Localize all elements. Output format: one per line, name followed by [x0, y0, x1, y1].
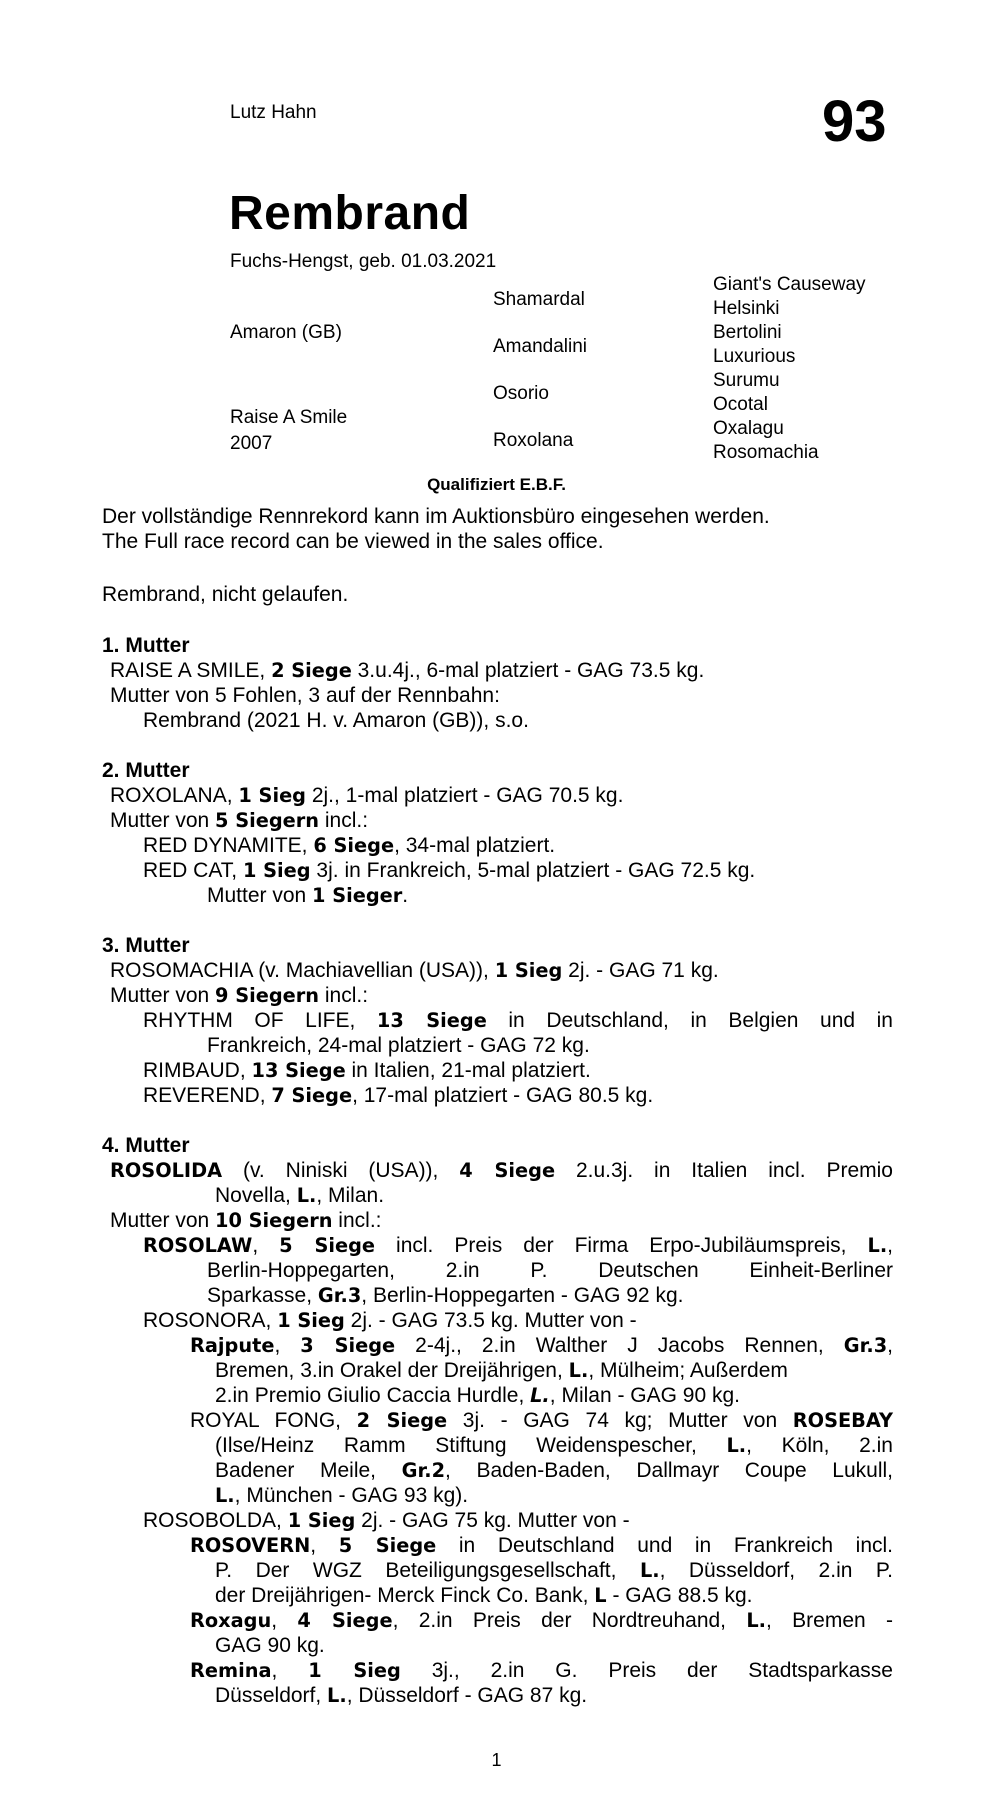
- text: - GAG 88.5 kg.: [606, 1584, 753, 1607]
- pedigree-text-line: [110, 684, 500, 708]
- bold-text: L.: [530, 1384, 550, 1407]
- text: ROSONORA,: [143, 1309, 278, 1332]
- pedigree-text-line: [215, 1434, 893, 1458]
- pedigree-text-line: [143, 1059, 591, 1083]
- bold-text: L.: [568, 1359, 589, 1382]
- text: , Düsseldorf - GAG 87 kg.: [346, 1684, 588, 1707]
- text: ,: [271, 1659, 309, 1682]
- text: RIMBAUD,: [143, 1059, 252, 1082]
- text: , 17-mal platziert - GAG 80.5 kg.: [352, 1084, 654, 1107]
- horse-description: Fuchs-Hengst, geb. 01.03.2021: [230, 251, 497, 272]
- pedigree-great-grandsire: Ocotal: [713, 394, 768, 415]
- pedigree-text-line: [143, 1084, 653, 1108]
- bold-text: L.: [639, 1559, 660, 1582]
- text: 2.in Premio Giulio Caccia Hurdle,: [215, 1384, 531, 1407]
- bold-text: L.: [296, 1184, 317, 1207]
- text: Bremen, 3.in Orakel der Dreijährigen,: [215, 1359, 569, 1382]
- text: incl.:: [332, 1209, 382, 1232]
- text: , 34-mal platziert.: [394, 834, 556, 857]
- text: der Dreijährigen- Merck Finck Co. Bank,: [215, 1584, 595, 1607]
- text: ,: [274, 1334, 301, 1357]
- bold-text: 4 Siege: [297, 1609, 393, 1632]
- text: Berlin-Hoppegarten, 2.in P. Deutschen Einheit-Berliner: [207, 1259, 893, 1282]
- text: 2.u.3j. in Italien incl. Premio: [555, 1159, 893, 1182]
- text: ROXOLANA,: [110, 784, 239, 807]
- text: Mutter von: [110, 1209, 216, 1232]
- pedigree-text-line: [143, 1234, 893, 1258]
- text: .: [402, 884, 409, 907]
- text: ROSOBOLDA,: [143, 1509, 288, 1532]
- text: in Deutschland, in Belgien und in: [486, 1009, 893, 1032]
- text: RAISE A SMILE,: [110, 659, 272, 682]
- bold-text: 10 Siegern: [215, 1209, 333, 1232]
- pedigree-text-line: [143, 709, 529, 733]
- pedigree-great-grandsire: Bertolini: [713, 322, 782, 343]
- text: Badener Meile,: [215, 1459, 402, 1482]
- text: Rembrand (2021 H. v. Amaron (GB)), s.o.: [143, 709, 529, 732]
- pedigree-text-line: [207, 1034, 590, 1058]
- bold-text: 1 Sieg: [287, 1509, 356, 1532]
- text: ,: [252, 1234, 280, 1257]
- pedigree-text-line: [215, 1184, 384, 1208]
- pedigree-text-line: [143, 859, 755, 883]
- lot-number: 93: [822, 89, 887, 154]
- bold-text: 1 Sieg: [494, 959, 563, 982]
- text: 2j., 1-mal platziert - GAG 70.5 kg.: [306, 784, 624, 807]
- section-heading: 3. Mutter: [102, 934, 190, 957]
- text: ,: [271, 1609, 298, 1632]
- text: (v. Niniski (USA)),: [222, 1159, 460, 1182]
- bold-text: 2 Siege: [271, 659, 352, 682]
- pedigree-text-line: [190, 1609, 893, 1633]
- pedigree-grandsire: Roxolana: [493, 430, 574, 451]
- bold-text: 13 Siege: [251, 1059, 346, 1082]
- text: Novella,: [215, 1184, 297, 1207]
- pedigree-grandsire: Shamardal: [493, 289, 585, 310]
- pedigree-text-line: [207, 1284, 683, 1308]
- bold-text: L.: [746, 1609, 766, 1632]
- bold-text: 13 Siege: [376, 1009, 487, 1032]
- text: in Italien, 21-mal platziert.: [345, 1059, 591, 1082]
- pedigree-text-line: [110, 984, 368, 1008]
- pedigree-great-grandsire: Giant's Causeway: [713, 274, 866, 295]
- bold-text: 2 Siege: [356, 1409, 448, 1432]
- bold-text: L: [594, 1584, 607, 1607]
- bold-text: ROSOLIDA: [110, 1159, 223, 1182]
- pedigree-text-line: [215, 1684, 587, 1708]
- text: P. Der WGZ Beteiligungsgesellschaft,: [215, 1559, 640, 1582]
- pedigree-great-grandsire: Luxurious: [713, 346, 796, 367]
- text: in Deutschland und in Frankreich incl.: [436, 1534, 893, 1557]
- bold-text: 1 Sieg: [308, 1659, 401, 1682]
- text: , Milan - GAG 90 kg.: [549, 1384, 741, 1407]
- bold-text: Rajpute: [190, 1334, 275, 1357]
- pedigree-text-line: [110, 784, 623, 808]
- text: , Bremen -: [766, 1609, 894, 1632]
- text: incl.:: [319, 984, 369, 1007]
- pedigree-text-line: [110, 1159, 893, 1183]
- section-heading: 4. Mutter: [102, 1134, 190, 1157]
- pedigree-text-line: [215, 1584, 753, 1608]
- text: (Ilse/Heinz Ramm Stiftung Weidenspescher,: [215, 1434, 727, 1457]
- page-number: 1: [491, 1750, 502, 1770]
- bold-text: Gr.3: [317, 1284, 362, 1307]
- bold-text: 5 Siegern: [215, 809, 320, 832]
- pedigree-text-line: [190, 1409, 893, 1433]
- bold-text: 5 Siege: [338, 1534, 437, 1557]
- text: 2j. - GAG 75 kg. Mutter von -: [355, 1509, 630, 1532]
- text: REVEREND,: [143, 1084, 272, 1107]
- bold-text: 7 Siege: [271, 1084, 353, 1107]
- text: Düsseldorf,: [215, 1684, 328, 1707]
- pedigree-text-line: [215, 1484, 468, 1508]
- pedigree-grandsire: Osorio: [493, 383, 549, 404]
- pedigree-great-grandsire: Helsinki: [713, 298, 780, 319]
- text: , 2.in Preis der Nordtreuhand,: [392, 1609, 747, 1632]
- text: , München - GAG 93 kg).: [234, 1484, 469, 1507]
- pedigree-sire: Amaron (GB): [230, 322, 342, 343]
- bold-text: ROSEBAY: [792, 1409, 893, 1432]
- qualification-note: Qualifiziert E.B.F.: [427, 475, 566, 494]
- bold-text: ROSOLAW: [143, 1234, 253, 1257]
- pedigree-great-grandsire: Surumu: [713, 370, 780, 391]
- text: 3j., 2.in G. Preis der Stadtsparkasse: [400, 1659, 893, 1682]
- notice-german: Der vollständige Rennrekord kann im Auktionsbüro eingesehen werden.: [102, 505, 770, 528]
- text: ROSOMACHIA (v. Machiavellian (USA)),: [110, 959, 495, 982]
- pedigree-text-line: [143, 1009, 893, 1033]
- text: GAG 90 kg.: [215, 1634, 325, 1657]
- pedigree-text-line: [215, 1634, 325, 1658]
- text: Mutter von: [110, 809, 216, 832]
- text: , Berlin-Hoppegarten - GAG 92 kg.: [361, 1284, 684, 1307]
- text: incl.:: [319, 809, 369, 832]
- text: RED DYNAMITE,: [143, 834, 314, 857]
- section-heading: 2. Mutter: [102, 759, 190, 782]
- text: 3j. in Frankreich, 5-mal platziert - GAG 72.5 kg.: [310, 859, 756, 882]
- section-heading: 1. Mutter: [102, 634, 190, 657]
- text: RED CAT,: [143, 859, 243, 882]
- text: 2j. - GAG 71 kg.: [562, 959, 719, 982]
- pedigree-dam: Raise A Smile: [230, 407, 348, 428]
- bold-text: 6 Siege: [313, 834, 395, 857]
- bold-text: Gr.2: [401, 1459, 446, 1482]
- text: , Düsseldorf, 2.in P.: [659, 1559, 894, 1582]
- bold-text: 1 Sieger: [312, 884, 403, 907]
- pedigree-great-grandsire: Oxalagu: [713, 418, 784, 439]
- text: ,: [887, 1334, 893, 1357]
- bold-text: 9 Siegern: [215, 984, 320, 1007]
- text: ,: [887, 1234, 894, 1257]
- bold-text: L.: [867, 1234, 888, 1257]
- bold-text: L.: [215, 1484, 235, 1507]
- text: RHYTHM OF LIFE,: [143, 1009, 377, 1032]
- bold-text: Roxagu: [190, 1609, 272, 1632]
- pedigree-grandsire: Amandalini: [493, 336, 587, 357]
- bold-text: 4 Siege: [459, 1159, 556, 1182]
- text: , Köln, 2.in: [746, 1434, 893, 1457]
- pedigree-text-line: [215, 1459, 893, 1483]
- pedigree-text-line: [110, 809, 368, 833]
- bold-text: 1 Sieg: [238, 784, 306, 807]
- pedigree-text-line: [207, 1259, 893, 1283]
- pedigree-text-line: [215, 1384, 740, 1408]
- pedigree-text-line: [190, 1534, 893, 1558]
- bold-text: ROSOVERN: [190, 1534, 311, 1557]
- text: 3.u.4j., 6-mal platziert - GAG 73.5 kg.: [351, 659, 705, 682]
- bold-text: 1 Sieg: [242, 859, 311, 882]
- pedigree-text-line: [110, 959, 719, 983]
- author-name: Lutz Hahn: [230, 102, 317, 123]
- bold-text: Remina: [190, 1659, 272, 1682]
- text: 3j. - GAG 74 kg; Mutter von: [447, 1409, 793, 1432]
- text: Frankreich, 24-mal platziert - GAG 72 kg.: [207, 1034, 590, 1057]
- bold-text: 5 Siege: [279, 1234, 376, 1257]
- text: incl. Preis der Firma Erpo-Jubiläumspreis,: [375, 1234, 868, 1257]
- text: ,: [310, 1534, 339, 1557]
- text: Sparkasse,: [207, 1284, 318, 1307]
- pedigree-great-grandsire: Rosomachia: [713, 442, 819, 463]
- race-status: Rembrand, nicht gelaufen.: [102, 583, 349, 606]
- pedigree-text-line: [110, 659, 704, 683]
- pedigree-text-line: [215, 1559, 893, 1583]
- text: 2j. - GAG 73.5 kg. Mutter von -: [344, 1309, 637, 1332]
- text: , Baden-Baden, Dallmayr Coupe Lukull,: [445, 1459, 893, 1482]
- pedigree-text-line: [110, 1209, 381, 1233]
- text: Mutter von: [207, 884, 313, 907]
- bold-text: 1 Sieg: [277, 1309, 345, 1332]
- bold-text: 3 Siege: [300, 1334, 396, 1357]
- bold-text: L.: [726, 1434, 747, 1457]
- text: , Mülheim; Außerdem: [588, 1359, 788, 1382]
- text: ROYAL FONG,: [190, 1409, 357, 1432]
- pedigree-text-line: [215, 1359, 788, 1383]
- pedigree-text-line: [143, 1309, 637, 1333]
- pedigree-text-line: [143, 1509, 630, 1533]
- bold-text: L.: [327, 1684, 347, 1707]
- text: Mutter von: [110, 984, 216, 1007]
- pedigree-dam-year: 2007: [230, 433, 273, 454]
- pedigree-text-line: [190, 1659, 893, 1683]
- text: Mutter von 5 Fohlen, 3 auf der Rennbahn:: [110, 684, 500, 707]
- text: 2-4j., 2.in Walther J Jacobs Rennen,: [395, 1334, 844, 1357]
- pedigree-text-line: [143, 834, 555, 858]
- pedigree-text-line: [190, 1334, 893, 1358]
- horse-name: Rembrand: [229, 187, 471, 240]
- text: , Milan.: [316, 1184, 385, 1207]
- notice-english: The Full race record can be viewed in the sales office.: [102, 530, 604, 553]
- bold-text: Gr.3: [843, 1334, 888, 1357]
- pedigree-text-line: [207, 884, 408, 908]
